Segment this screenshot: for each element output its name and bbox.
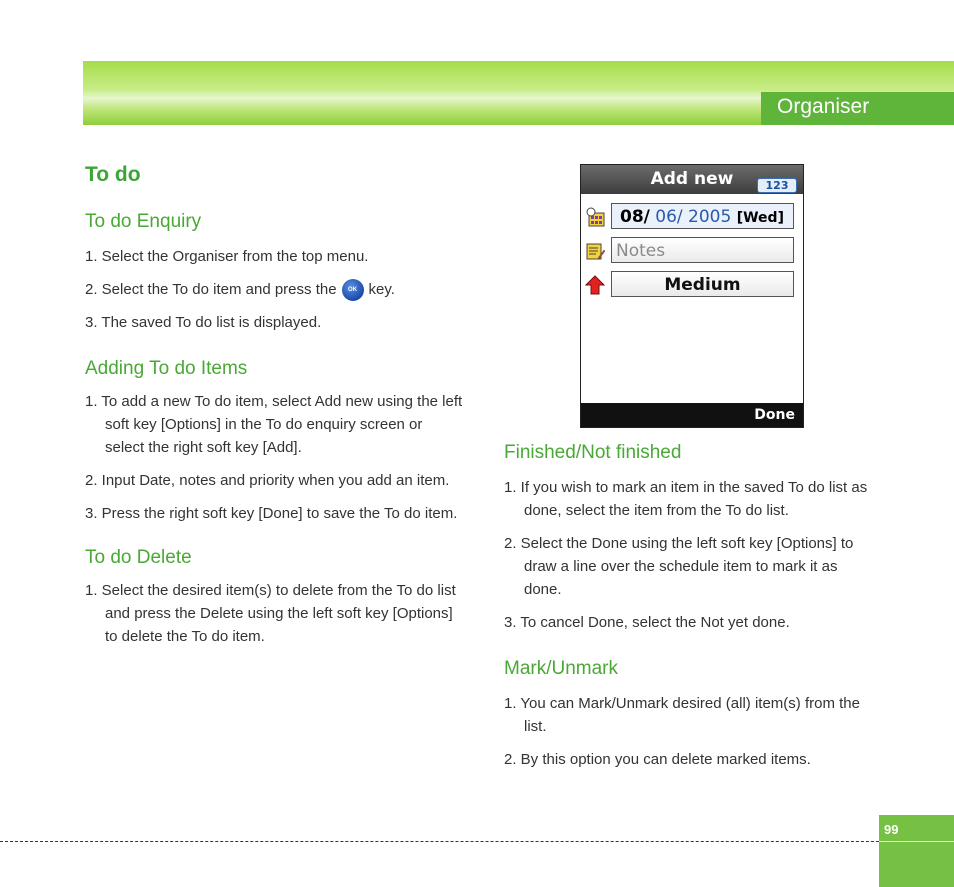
enquiry-steps	[85, 245, 465, 334]
ok-key-icon: OK	[342, 279, 364, 301]
left-column	[85, 160, 465, 658]
page-title: To do	[85, 163, 141, 186]
page-tab-divider	[879, 841, 954, 842]
heading-adding-to-do-items: Adding To do Items	[85, 358, 248, 380]
step-text: key.	[368, 281, 395, 298]
page-number-tab	[879, 815, 954, 887]
heading-mark-unmark: Mark/Unmark	[504, 658, 619, 679]
mark-steps	[504, 692, 874, 771]
phone-title-bar	[581, 165, 803, 194]
list-item: 2. Input Date, notes and priority when you add an item.	[85, 472, 450, 490]
list-item: 1. Select the Organiser from the top menu.	[85, 248, 369, 265]
notes-placeholder: Notes	[616, 241, 666, 261]
heading-finished-not-finished: Finished/Not finished	[504, 442, 682, 463]
input-mode-badge: 123	[757, 178, 797, 193]
finished-steps	[504, 476, 874, 634]
phone-screen	[580, 164, 804, 428]
priority-field[interactable]	[611, 271, 794, 297]
heading-to-do-delete: To do Delete	[85, 547, 192, 569]
done-soft-key[interactable]: Done	[754, 407, 795, 423]
list-item: 1. Select the desired item(s) to delete from the To do list and press the Delete using the left soft key [Options] to delete the To do item.	[85, 582, 456, 646]
soft-key-bar	[581, 403, 803, 427]
step-text: 2. Select the To do item and press the	[85, 281, 337, 298]
page-number: 99	[884, 822, 899, 837]
list-item: 3. To cancel Done, select the Not yet done.	[504, 614, 790, 631]
date-row	[583, 203, 801, 231]
list-item: 2. Select the Done using the left soft key [Options] to draw a line over the schedule item to mark it as done.	[504, 535, 854, 598]
list-item: 1. You can Mark/Unmark desired (all) item(s) from the list.	[504, 695, 860, 735]
priority-value: Medium	[664, 275, 741, 295]
priority-up-arrow-icon	[585, 275, 605, 295]
delete-steps	[85, 579, 465, 648]
date-field[interactable]	[611, 203, 794, 229]
list-item: 3. Press the right soft key [Done] to save the To do item.	[85, 505, 458, 523]
date-month: 06/	[655, 207, 683, 227]
calendar-icon	[585, 207, 605, 227]
date-year: 2005	[688, 207, 732, 227]
notes-icon	[585, 241, 605, 261]
list-item: 3. The saved To do list is displayed.	[85, 314, 322, 332]
adding-steps	[85, 390, 465, 525]
date-day: 08/	[620, 207, 650, 227]
priority-row	[583, 271, 801, 299]
list-item: 2. By this option you can delete marked items.	[504, 751, 811, 768]
list-item: 1. If you wish to mark an item in the saved To do list as done, select the item from the To do list.	[504, 479, 868, 519]
heading-to-do-enquiry: To do Enquiry	[85, 211, 202, 232]
right-column	[504, 440, 874, 781]
notes-row	[583, 237, 801, 265]
notes-field[interactable]	[611, 237, 794, 263]
footer-divider	[0, 841, 954, 842]
phone-title: Add new	[650, 169, 734, 189]
list-item	[85, 278, 465, 301]
list-item: 1. To add a new To do item, select Add new using the left soft key [Options] in the To do enquiry screen or select the right soft key [Add].	[85, 393, 463, 457]
date-weekday: [Wed]	[736, 210, 784, 226]
section-title: Organiser	[761, 92, 954, 125]
